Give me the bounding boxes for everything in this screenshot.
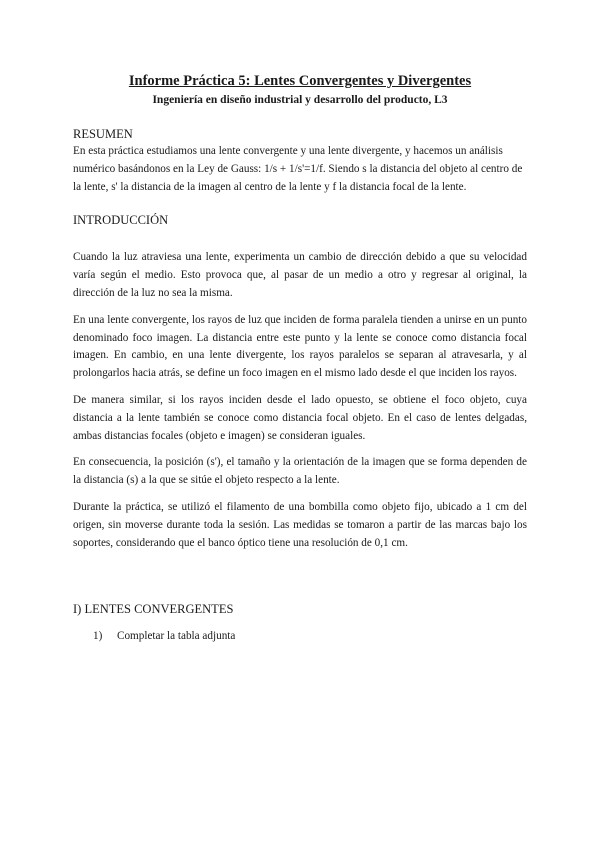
resumen-heading: RESUMEN: [73, 127, 133, 141]
intro-paragraph-5: Durante la práctica, se utilizó el filamento de una bombilla como objeto fijo, ubicado a 1 cm del origen, sin moverse durante toda la sesión. Las medidas se tomaron a partir de las marcas bajo los soportes, considerando que el banco óptico tiene una resolución de 0,1 cm.: [73, 500, 527, 549]
introduccion-heading: INTRODUCCIÓN: [73, 213, 169, 228]
intro-paragraph-3: De manera similar, si los rayos inciden desde el lado opuesto, se obtiene el foco objeto, cuya distancia a la lente también se conoce como distancia focal objeto. En el caso de lentes delgadas, ambas distancias focales (objeto e imagen) se consideran iguales.: [73, 393, 527, 442]
lentes-convergentes-heading: I) LENTES CONVERGENTES: [73, 602, 234, 617]
intro-paragraph-4: En consecuencia, la posición (s'), el tamaño y la orientación de la imagen que se forma dependen de la distancia (s) a la que se sitúe el objeto respecto a la lente.: [73, 456, 527, 487]
intro-paragraph-2: En una lente convergente, los rayos de luz que inciden de forma paralela tienden a unirse en un punto denominado foco imagen. La distancia entre este punto y la lente se conoce como distancia focal imagen. En cambio, en una lente divergente, los rayos paralelos se separan al atravesarla, y al prolongarlos hacia atrás, se define un foco imagen en el mismo lado desde el que inciden los rayos.: [73, 313, 527, 380]
document-title: Informe Práctica 5: Lentes Convergentes y Divergentes: [128, 73, 472, 89]
document-subtitle: Ingeniería en diseño industrial y desarrollo del producto, L3: [152, 94, 448, 106]
intro-paragraph-1: Cuando la luz atraviesa una lente, experimenta un cambio de dirección debido a que su velocidad varía según el medio. Esto provoca que, al pasar de un medio a otro y regresar al original, la dirección de la luz no sea la misma.: [73, 251, 527, 299]
task-list: [73, 627, 527, 645]
list-item-text: Completar la tabla adjunta: [117, 630, 236, 643]
resumen-text: En esta práctica estudiamos una lente convergente y una lente divergente, y hacemos un análisis numérico basándonos en la Ley de Gauss: 1/s + 1/s'=1/f. Siendo s la distancia del objeto al centro de la lente, s' la distancia de la imagen al centro de la lente y f la distancia focal de la lente.: [73, 145, 523, 193]
list-item-number: 1): [93, 630, 103, 643]
list-item: [73, 627, 527, 645]
